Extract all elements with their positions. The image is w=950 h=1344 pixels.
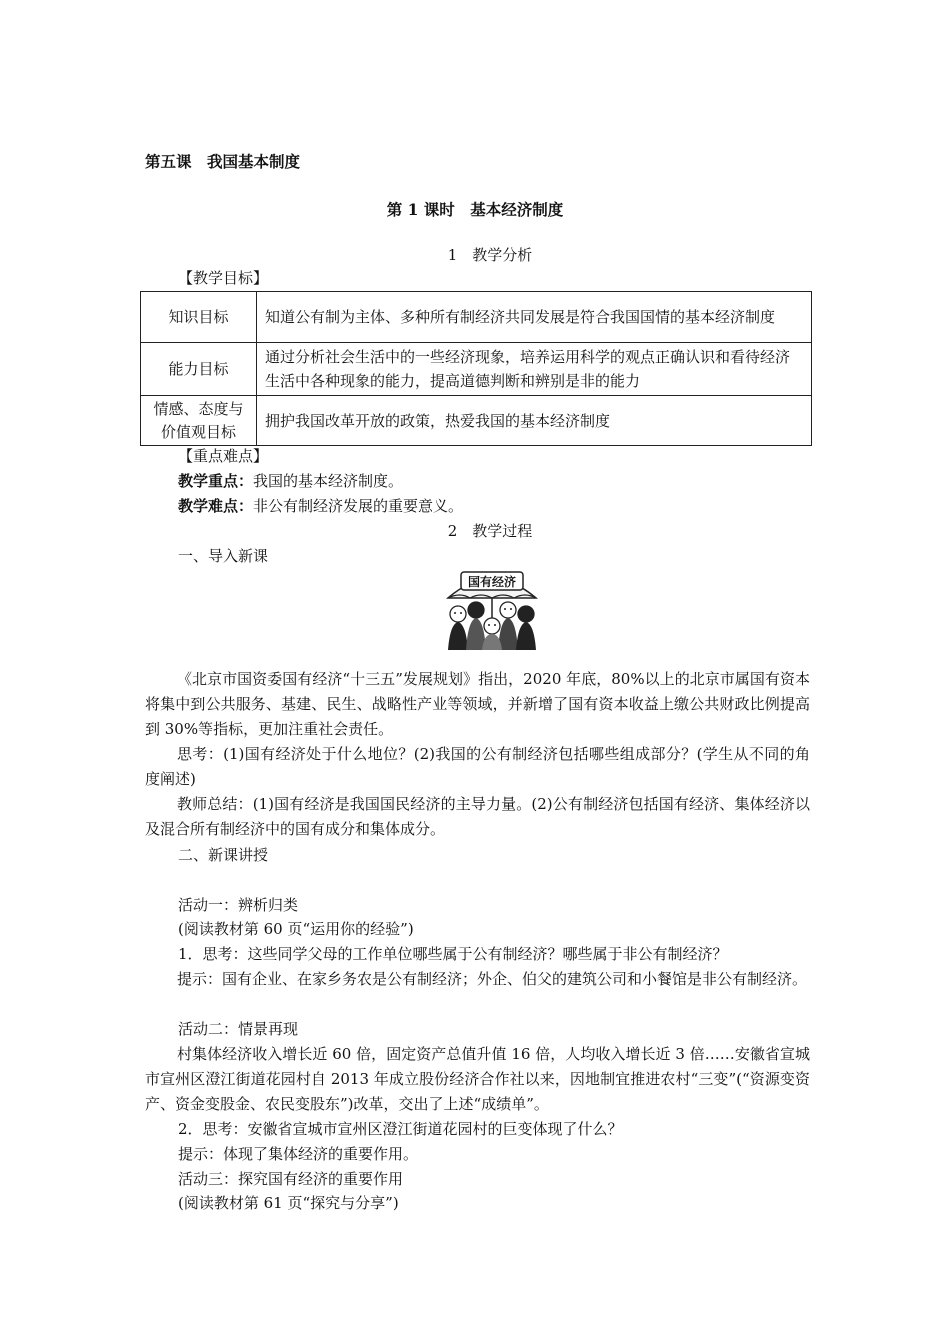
goals-label: 【教学目标】 [178, 269, 269, 287]
question-one: 1．思考：这些同学父母的工作单位哪些属于公有制经济？哪些属于非公有制经济？ [178, 945, 728, 963]
hint-one: 提示：国有企业、在家乡务农是公有制经济；外企、伯父的建筑公司和小餐馆是非公有制经济。 [177, 970, 808, 988]
think-question: 思考：(1)国有经济处于什么地位？(2)我国的公有制经济包括哪些组成部分？(学生从不同的角度阐述) [145, 745, 810, 788]
table-row [141, 343, 812, 396]
goal-key [141, 396, 257, 446]
goal-value: 知道公有制为主体、多种所有制经济共同发展是符合我国国情的基本经济制度 [257, 292, 812, 343]
goal-value: 拥护我国改革开放的政策，热爱我国的基本经济制度 [257, 396, 812, 446]
activity-three-reading: (阅读教材第 61 页“探究与分享”) [178, 1194, 399, 1212]
scenario-paragraph: 村集体经济收入增长近 60 倍，固定资产总值升值 16 倍，人均收入增长近 3 倍……安徽省宣城市宣州区澄江街道花园村自 2013 年成立股份经济合作社以来，因地制宜推进农村“三变”(“资源变资产、资金变股金、农民变股东”)改革，交出了上述“成绩单”。 [145, 1045, 810, 1113]
section-heading-process: 2 教学过程 [447, 522, 533, 540]
hint-two: 提示：体现了集体经济的重要作用。 [178, 1145, 419, 1163]
difficulty-line [178, 494, 463, 519]
goals-table [140, 291, 812, 446]
difficulty-label: 教学难点： [178, 497, 254, 515]
intro-paragraph: 《北京市国资委国有经济“十三五”发展规划》指出，2020 年底，80%以上的北京市属国有资本将集中到公共服务、基建、民生、战略性产业等领域，并新增了国有资本收益上缴公共财政比例提高到 30%等指标，更加注重社会责任。 [145, 670, 810, 738]
activity-two-title: 活动二：情景再现 [178, 1020, 299, 1038]
goal-key: 能力目标 [141, 343, 257, 396]
goal-key: 知识目标 [141, 292, 257, 343]
lesson-title: 第五课 我国基本制度 [145, 152, 301, 171]
table-row [141, 396, 812, 446]
goal-value: 通过分析社会生活中的一些经济现象，培养运用科学的观点正确认识和看待经济生活中各种现象的能力，提高道德判断和辨别是非的能力 [257, 343, 812, 396]
key-point-label: 教学重点： [178, 472, 254, 490]
key-points-label: 【重点难点】 [178, 447, 269, 465]
part-heading-intro: 一、导入新课 [178, 547, 269, 565]
key-point-line [178, 469, 403, 494]
difficulty-text: 非公有制经济发展的重要意义。 [253, 497, 464, 515]
question-two: 2．思考：安徽省宣城市宣州区澄江街道花园村的巨变体现了什么？ [178, 1120, 623, 1138]
activity-three-title: 活动三：探究国有经济的重要作用 [178, 1170, 404, 1188]
teacher-summary: 教师总结：(1)国有经济是我国国民经济的主导力量。(2)公有制经济包括国有经济、集体经济以及混合所有制经济中的国有成分和集体成分。 [145, 795, 810, 838]
key-point-text: 我国的基本经济制度。 [253, 472, 404, 490]
table-row [141, 292, 812, 343]
illustration-caption: 国有经济 [467, 575, 517, 589]
part-heading-new-lesson: 二、新课讲授 [178, 846, 269, 864]
class-title: 第 1 课时 基本经济制度 [386, 200, 564, 219]
goal-key-line: 情感、态度与 [153, 399, 244, 418]
activity-one-reading: (阅读教材第 60 页“运用你的经验”) [178, 920, 414, 938]
goal-key-line: 价值观目标 [160, 422, 236, 441]
section-heading-analysis: 1 教学分析 [447, 246, 533, 264]
state-economy-illustration [442, 564, 542, 652]
activity-one-title: 活动一：辨析归类 [178, 896, 299, 914]
